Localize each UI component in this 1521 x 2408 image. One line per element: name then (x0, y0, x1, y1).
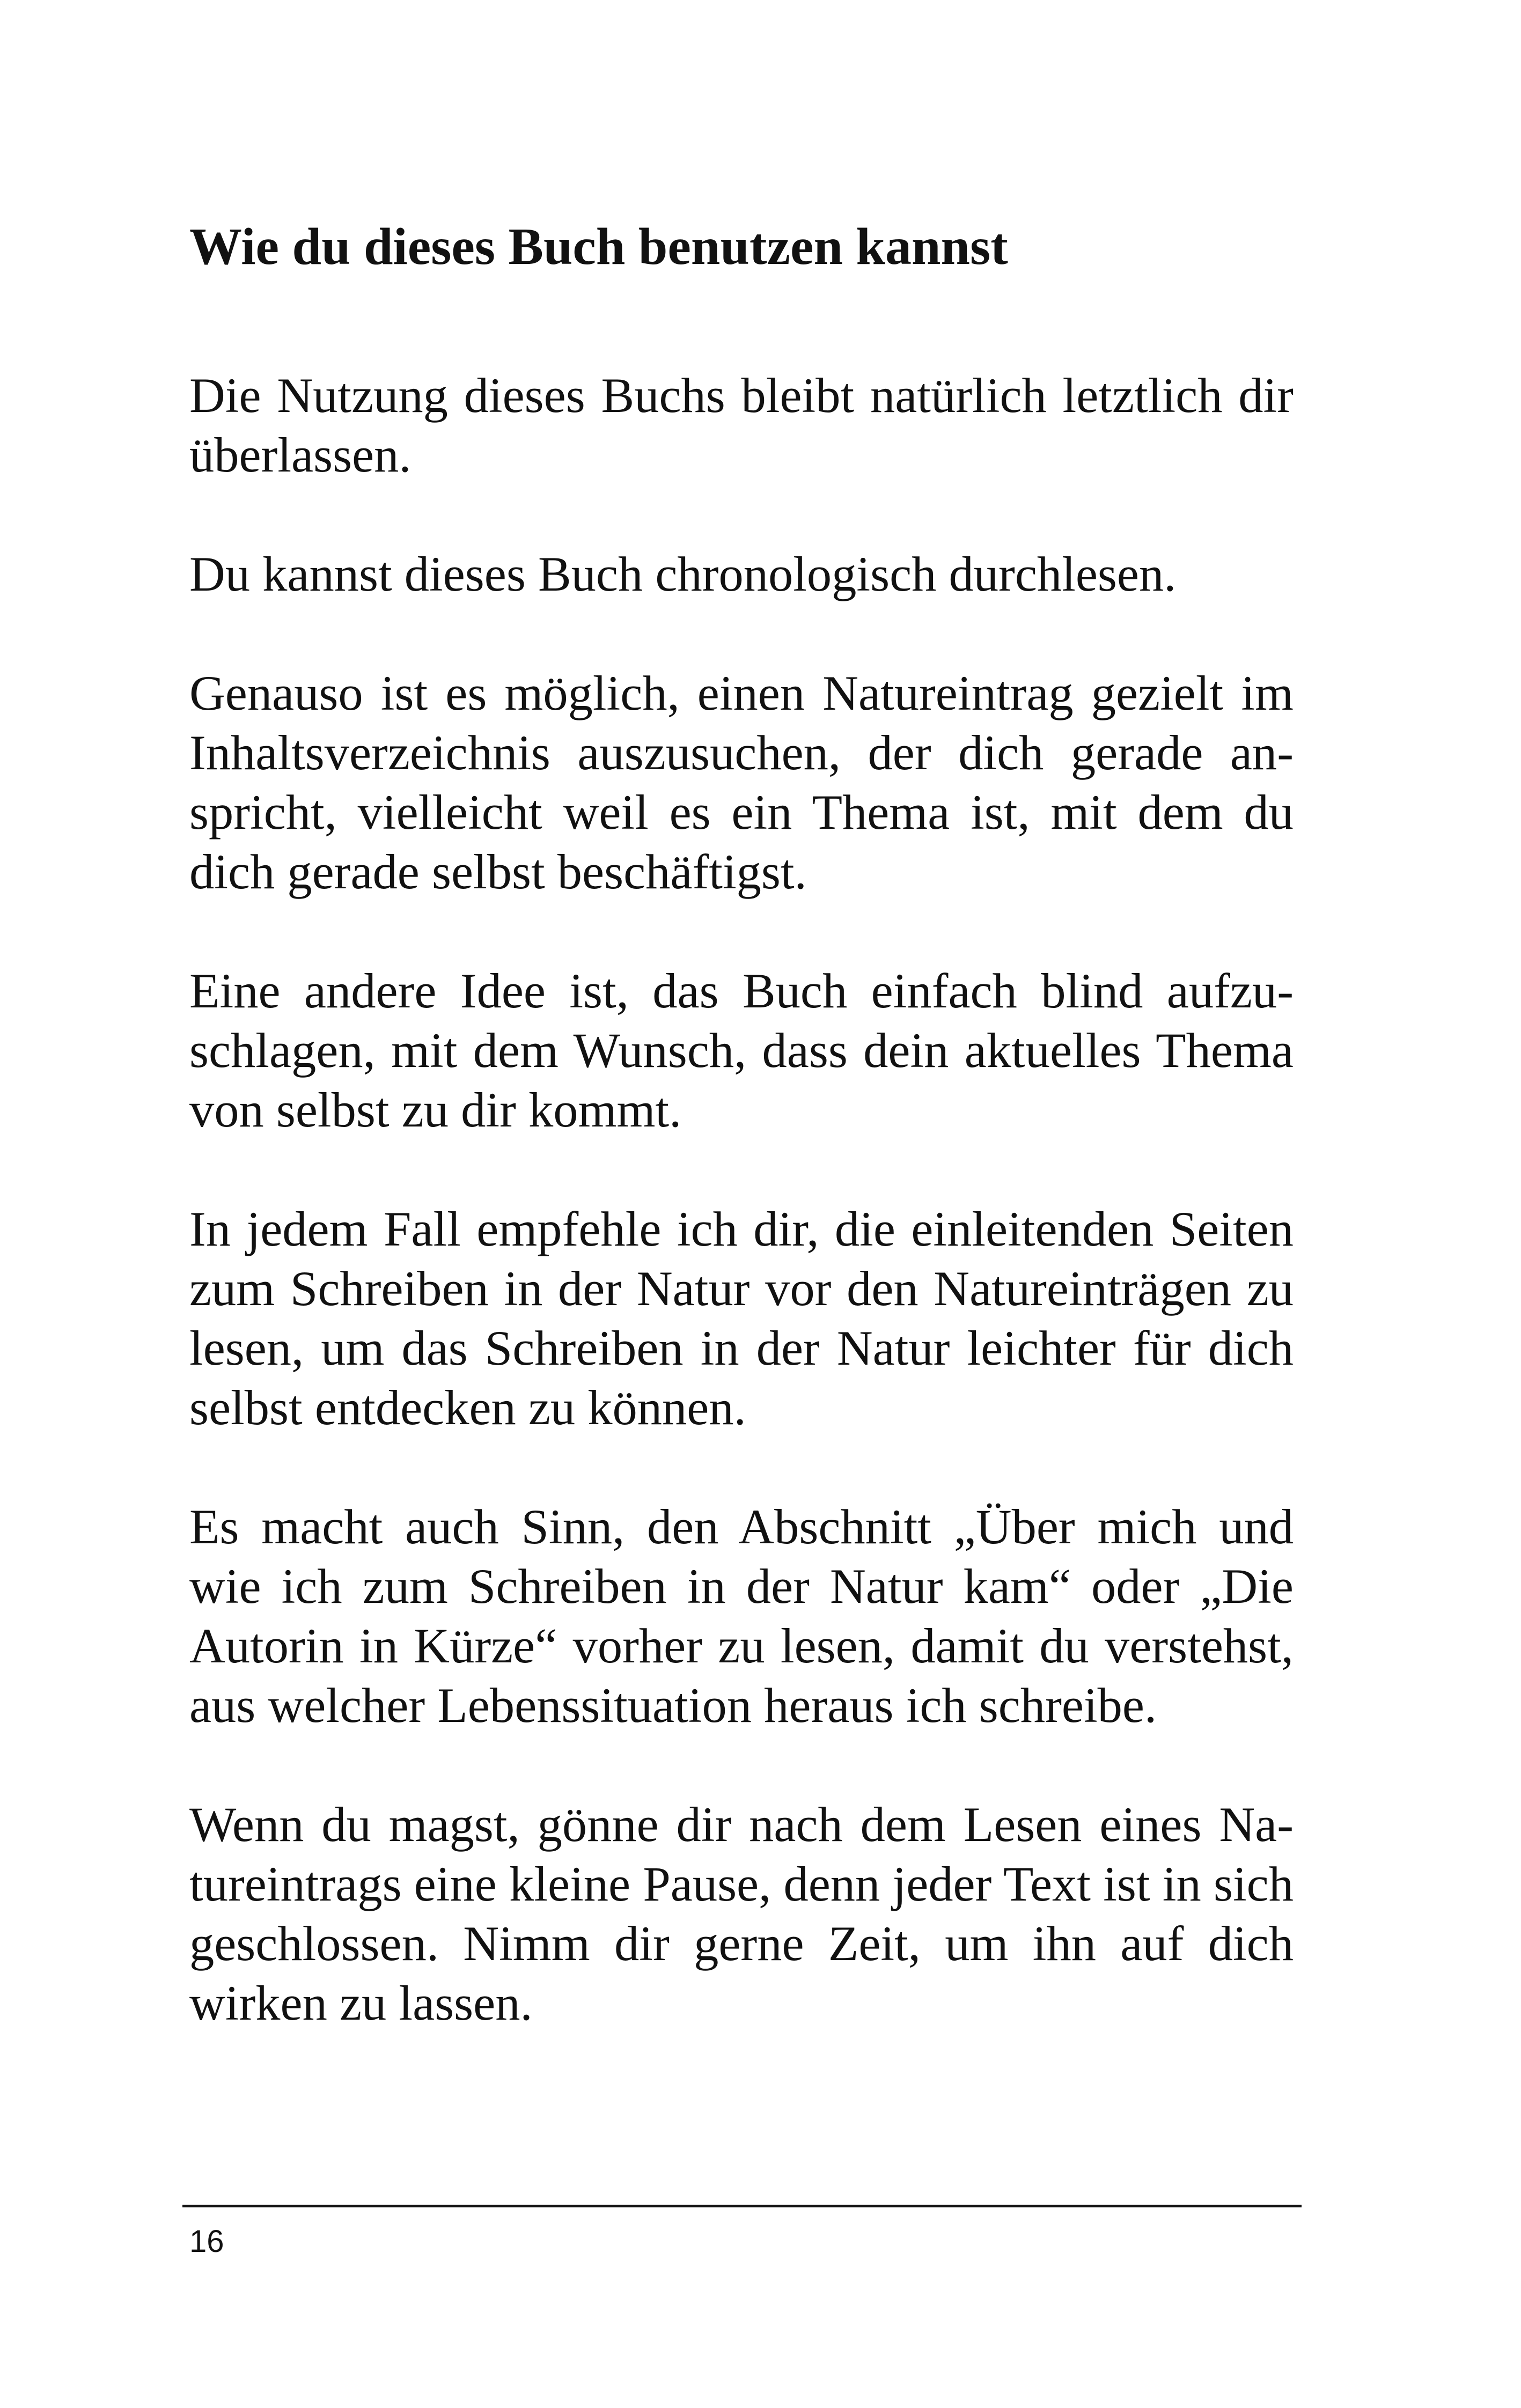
paragraph: In jedem Fall empfehle ich dir, die einleitenden Seiten zum Schreiben in der Natur vor den Natureinträgen zu lesen, um das Schreiben in der Natur leichter für dich selbst entdecken zu können. (189, 1202, 1294, 1435)
paragraph: Eine andere Idee ist, das Buch einfach blind aufzuschlagen, mit dem Wunsch, dass dein aktuelles Thema von selbst zu dir kommt. (189, 964, 1294, 1138)
paragraph: Die Nutzung dieses Buchs bleibt natürlich letztlich dir überlassen. (189, 369, 1294, 483)
footer-divider (182, 2205, 1302, 2207)
paragraph: Es macht auch Sinn, den Abschnitt „Über mich und wie ich zum Schreiben in der Natur kam“ oder „Die Autorin in Kürze“ vorher zu lesen, damit du verstehst, aus welcher Lebenssituation heraus ich schreibe. (189, 1500, 1294, 1733)
paragraph: Wenn du magst, gönne dir nach dem Lesen eines Natureintrags eine kleine Pause, denn jeder Text ist in sich geschlossen. Nimm dir gerne Zeit, um ihn auf dich wirken zu lassen. (189, 1798, 1294, 2031)
paragraph: Du kannst dieses Buch chronologisch durchlesen. (189, 547, 1177, 602)
body-text (189, 366, 1294, 2034)
page-title: Wie du dieses Buch benutzen kannst (189, 218, 1008, 276)
page-number: 16 (189, 2224, 224, 2259)
paragraph: Genauso ist es möglich, einen Natureintrag gezielt im Inhaltsverzeichnis auszusuchen, der dich gerade anspricht, vielleicht weil es ein Thema ist, mit dem du dich gerade selbst beschäftigst. (189, 666, 1294, 900)
